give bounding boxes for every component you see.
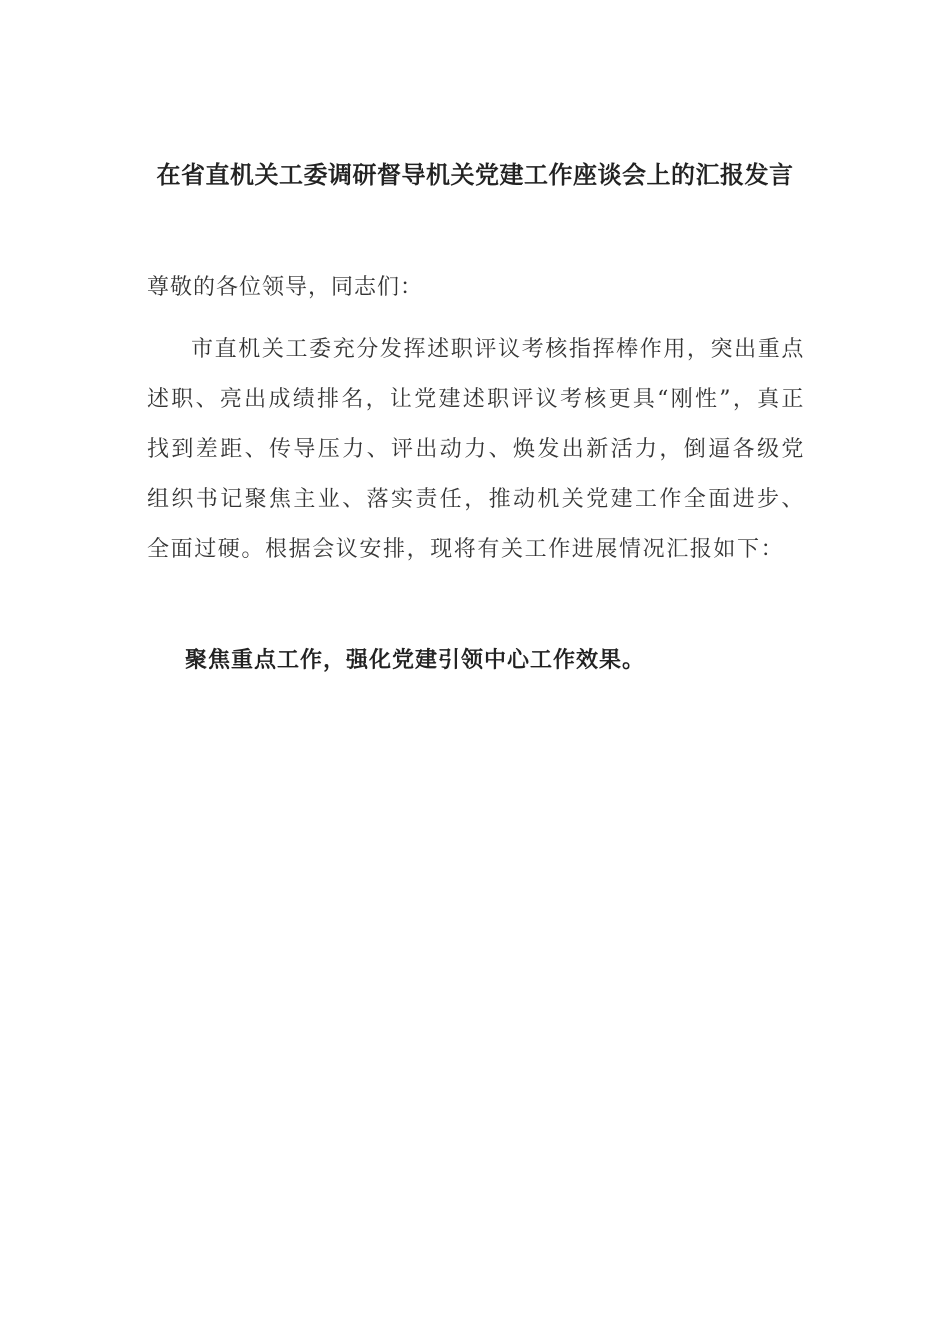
- section-heading: 聚焦重点工作，强化党建引领中心工作效果。: [185, 648, 646, 673]
- salutation: 尊敬的各位领导，同志们：: [147, 275, 424, 300]
- document-title: 在省直机关工委调研督导机关党建工作座谈会上的汇报发言: [156, 161, 794, 189]
- body-paragraph: 市直机关工委充分发挥述职评议考核指挥棒作用，突出重点述职、亮出成绩排名，让党建述职评议考核更具“刚性”，真正找到差距、传导压力、评出动力、焕发出新活力，倒逼各级党组织书记聚焦主业、落实责任，推动机关党建工作全面进步、全面过硬。根据会议安排，现将有关工作进展情况汇报如下：: [147, 337, 805, 562]
